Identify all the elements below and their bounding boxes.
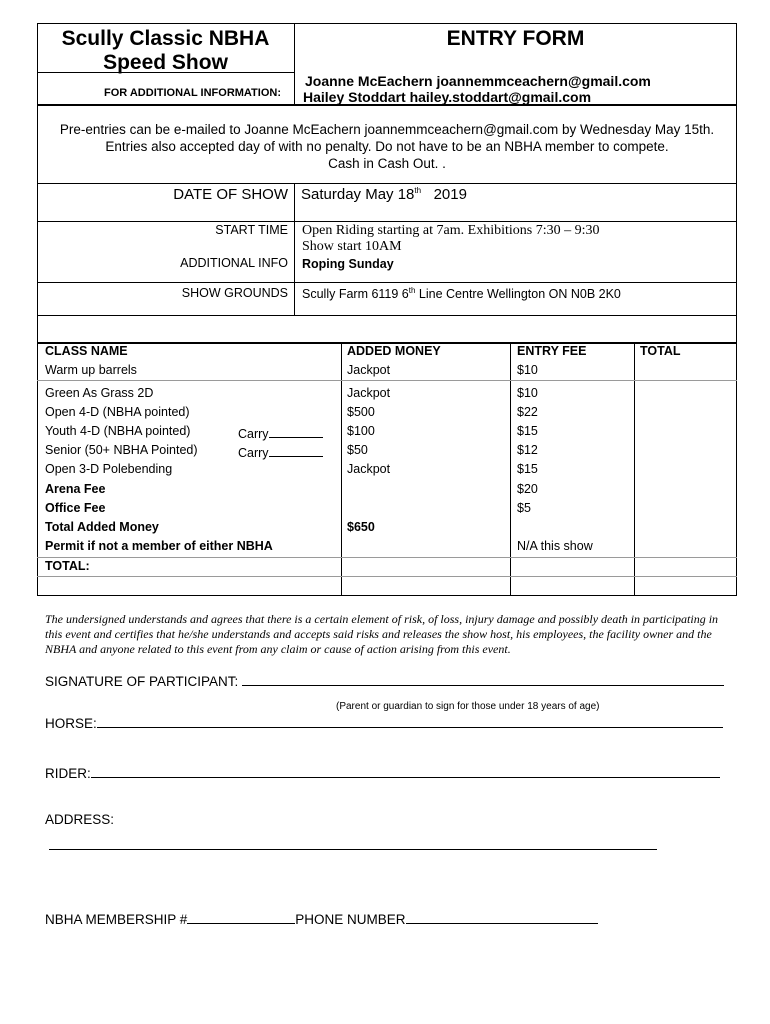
table-row-name: Warm up barrels	[45, 363, 137, 377]
row-rule	[37, 380, 737, 381]
carry-blank[interactable]	[269, 424, 323, 438]
rider-line[interactable]	[91, 764, 720, 778]
table-row-fee: $10	[517, 363, 538, 377]
header-added-money: ADDED MONEY	[347, 344, 441, 358]
table-row-fee: $15	[517, 424, 538, 438]
signature-field[interactable]	[45, 672, 724, 689]
signature-line[interactable]	[242, 672, 724, 686]
table-row-name: Office Fee	[45, 501, 106, 515]
table-row-added: Jackpot	[347, 462, 391, 476]
signature-label: SIGNATURE OF PARTICIPANT:	[45, 674, 239, 689]
membership-line[interactable]	[187, 910, 295, 924]
table-row-name: Open 4-D (NBHA pointed)	[45, 405, 190, 419]
table-row-name: Green As Grass 2D	[45, 386, 154, 400]
carry-label: Carry	[238, 427, 269, 441]
rider-label: RIDER:	[45, 766, 91, 781]
table-row-added: $100	[347, 424, 375, 438]
membership-field[interactable]	[45, 910, 598, 927]
intro-line-2: Entries also accepted day of with no penalty. Do not have to be an NBHA member to compete.	[105, 139, 669, 154]
table-row-fee: $22	[517, 405, 538, 419]
grounds-suffix: th	[408, 286, 416, 295]
horse-line[interactable]	[97, 714, 723, 728]
waiver-text: The undersigned understands and agrees that there is a certain element of risk, of loss, injury damage and possibly death in participating in this event and certifies that he/she understands and accepts said risks and releases the show host, his employees, the facility owner and the NBHA and anyone related to this event from any claim or cause of action arising from this event.	[45, 612, 719, 656]
table-row-name: Open 3-D Polebending	[45, 462, 173, 476]
table-row-fee: $10	[517, 386, 538, 400]
carry-label: Carry	[238, 446, 269, 460]
start-value	[302, 223, 599, 255]
contact-2: Hailey Stoddart hailey.stoddart@gmail.com	[303, 89, 592, 105]
table-row-fee: $20	[517, 482, 538, 496]
date-value	[301, 186, 467, 203]
table-row-fee: N/A this show	[517, 539, 593, 553]
date-year: 2019	[433, 186, 467, 203]
grounds-label: SHOW GROUNDS	[181, 286, 288, 300]
grounds-rule	[37, 315, 737, 316]
addl-label: ADDITIONAL INFO	[180, 256, 288, 270]
membership-label: NBHA MEMBERSHIP #	[45, 912, 188, 927]
phone-label: PHONE NUMBER	[295, 912, 406, 927]
grounds-part-a: Scully Farm 6119 6	[302, 287, 409, 302]
table-row-added: $650	[347, 520, 375, 534]
table-row-added: Jackpot	[347, 386, 391, 400]
row-rule	[37, 557, 737, 558]
table-row-name: Youth 4-D (NBHA pointed)	[45, 424, 191, 438]
info-rule	[37, 282, 737, 283]
table-row-name: Permit if not a member of either NBHA	[45, 539, 273, 553]
row-rule	[37, 576, 737, 577]
start-line-2: Show start 10AM	[302, 239, 402, 254]
carry-field[interactable]	[238, 424, 323, 441]
intro-rule	[37, 183, 737, 184]
address-label: ADDRESS:	[45, 812, 115, 827]
page-title	[37, 27, 294, 75]
date-main: Saturday May 18	[301, 186, 415, 203]
horse-field[interactable]	[45, 714, 723, 731]
table-row-added: Jackpot	[347, 363, 391, 377]
table-row-fee: $15	[517, 462, 538, 476]
intro-line-3: Cash in Cash Out. .	[328, 156, 446, 171]
table-row-added: $50	[347, 443, 368, 457]
table-row-fee: $5	[517, 501, 531, 515]
intro-text	[37, 121, 737, 172]
header-entry-fee: ENTRY FEE	[517, 344, 587, 358]
form-title: ENTRY FORM	[446, 27, 585, 50]
title-line-1: Scully Classic NBHA	[61, 27, 270, 50]
start-line-1: Open Riding starting at 7am. Exhibitions 7:30 – 9:30	[302, 223, 600, 238]
table-row-name: Total Added Money	[45, 520, 159, 534]
header-class-name: CLASS NAME	[45, 344, 128, 358]
phone-line[interactable]	[406, 910, 598, 924]
table-row-fee: $12	[517, 443, 538, 457]
contact-list	[303, 73, 651, 105]
date-suffix: th	[414, 186, 422, 195]
grounds-part-b: Line Centre Wellington ON N0B 2K0	[415, 287, 621, 302]
table-row-name: Arena Fee	[45, 482, 106, 496]
details-divider	[294, 183, 295, 315]
intro-line-1: Pre-entries can be e-mailed to Joanne McEachern joannemmceachern@gmail.com by Wednesday May 15th.	[59, 122, 715, 137]
addl-value: Roping Sunday	[302, 257, 394, 271]
address-line[interactable]	[49, 849, 657, 850]
contact-1: Joanne McEachern joannemmceachern@gmail.com	[305, 73, 651, 89]
start-label: START TIME	[215, 223, 288, 237]
guardian-note: (Parent or guardian to sign for those under 18 years of age)	[336, 701, 600, 712]
rider-field[interactable]	[45, 764, 720, 781]
info-label: FOR ADDITIONAL INFORMATION:	[104, 87, 281, 99]
date-rule	[37, 221, 737, 222]
title-line-2: Speed Show	[103, 51, 228, 74]
table-row-added: $500	[347, 405, 375, 419]
carry-blank[interactable]	[269, 443, 323, 457]
carry-field[interactable]	[238, 443, 323, 460]
grounds-value	[302, 286, 621, 301]
table-row-name: Senior (50+ NBHA Pointed)	[45, 443, 198, 457]
header-total: TOTAL	[640, 344, 681, 358]
table-row-name: TOTAL:	[45, 559, 90, 573]
horse-label: HORSE:	[45, 716, 97, 731]
date-label: DATE OF SHOW	[173, 186, 288, 203]
